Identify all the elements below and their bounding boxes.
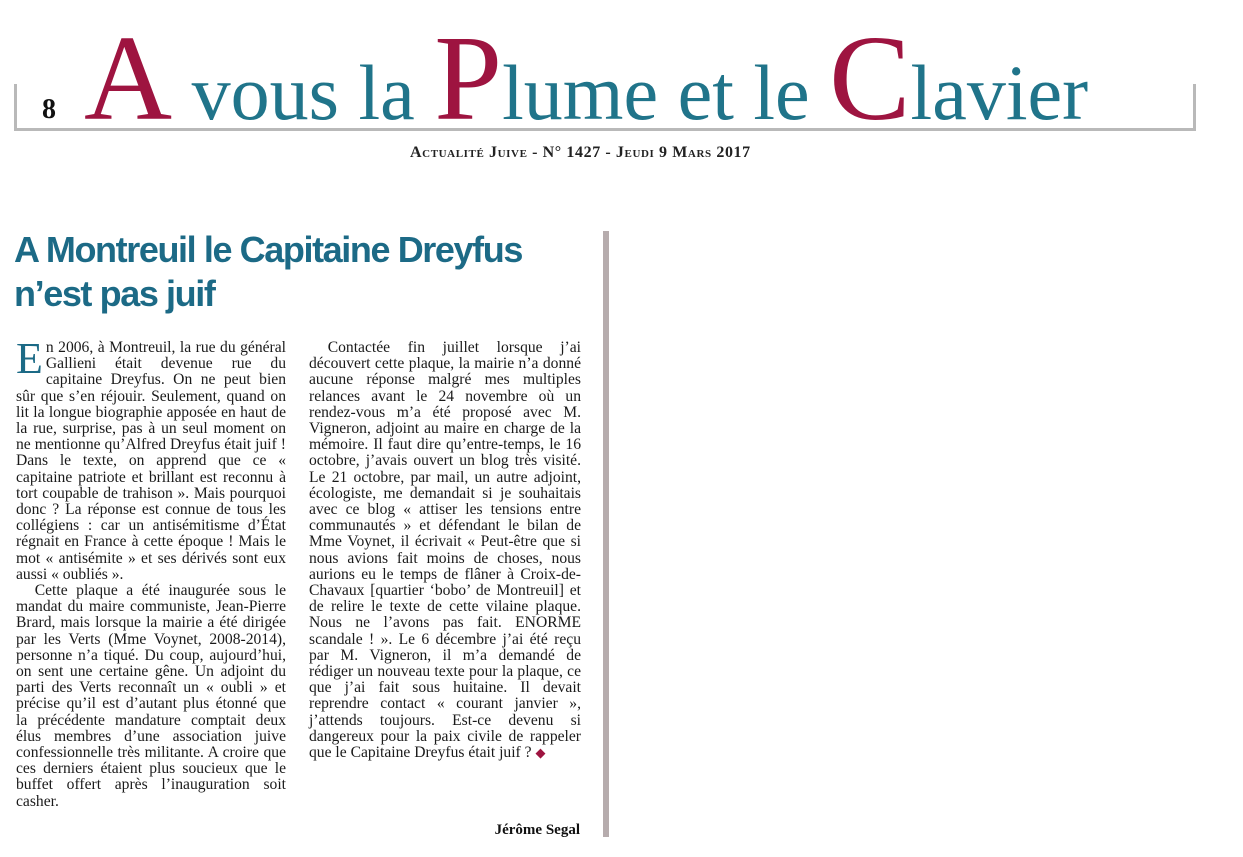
masthead-initial-a: A xyxy=(84,11,173,146)
article-headline xyxy=(14,228,584,316)
page-number: 8 xyxy=(42,94,56,125)
masthead-rule-right-tick xyxy=(1193,84,1196,131)
article-column-2 xyxy=(309,340,581,761)
paragraph xyxy=(16,334,286,583)
masthead-word-vous-la: vous la xyxy=(172,49,435,136)
author-signature: Jérôme Segal xyxy=(494,822,580,838)
masthead-initial-c: C xyxy=(829,11,911,146)
masthead-rule-left-tick xyxy=(14,84,17,131)
column-divider-bar xyxy=(603,231,609,837)
issue-line: Actualité Juive - N° 1427 - Jeudi 9 Mars 2017 xyxy=(410,144,751,161)
masthead-initial-p: P xyxy=(434,11,503,146)
drop-cap: E xyxy=(16,334,43,383)
headline-line-2: n’est pas juif xyxy=(14,273,215,314)
masthead-title xyxy=(84,11,1089,146)
masthead-word-lume-et-le: lume et le xyxy=(502,49,830,136)
end-mark-icon: ◆ xyxy=(535,745,546,761)
paragraph-text: n 2006, à Montreuil, la rue du général Gallieni était devenue rue du capitaine Dreyfus. On ne peut bien sûr que s’en réjouir. Seulement, quand on lit la longue biographie apposée en haut de la rue, surprise, pas à un seul moment on ne mentionne qu’Alfred Dreyfus était juif ! Dans le texte, on apprend que ce « capitaine patriote et brillant est reconnu à tort coupable de trahison ». Mais pourquoi donc ? La réponse est connue de tous les collégiens : car un antisémitisme d’État régnait en France à cette époque ! Mais le mot « antisémite » et ses dérivés sont eux aussi « oubliés ». xyxy=(16,339,286,583)
article-column-1 xyxy=(16,334,286,810)
paragraph: Cette plaque a été inaugurée sous le mandat du maire communiste, Jean-Pierre Brard, mais lorsque la mairie a été dirigée par les Verts (Mme Voynet, 2008-2014), personne n’a tiqué. Du coup, aujourd’hui, on sent une certaine gêne. Un adjoint du parti des Verts reconnaît un « oubli » et précise qu’il est d’autant plus étonné que la précédente mandature comptait deux élus membres d’une association juive confessionnelle très militante. A croire que ces derniers étaient plus soucieux que le buffet offert après l’inauguration soit casher. xyxy=(16,582,286,810)
headline-line-1: A Montreuil le Capitaine Dreyfus xyxy=(14,229,522,270)
paragraph xyxy=(309,340,581,761)
paragraph-text: Contactée fin juillet lorsque j’ai découvert cette plaque, la mairie n’a donné aucune réponse malgré mes multiples relances avant le 24 novembre où un rendez-vous m’a été proposé avec M. Vigneron, adjoint au maire en charge de la mémoire. Il faut dire qu’entre-temps, le 16 octobre, j’avais ouvert un blog très visité. Le 21 octobre, par mail, un autre adjoint, écologiste, me demandait si je souhaitais avec ce blog « attiser les tensions entre communautés » et défendant le bilan de Mme Voynet, il écrivait « Peut-être que si nous avions fait moins de choses, nous aurions eu le temps de flâner à Croix-de-Chavaux [quartier ‘bobo’ de Montreuil] et de relire le texte de cette vilaine plaque. Nous ne l’avons pas fait. ENORME scandale ! ». Le 6 décembre j’ai été reçu par M. Vigneron, il m’a demandé de rédiger un nouveau texte pour la plaque, ce que j’ai fait sous huitaine. Il devait reprendre contact « courant janvier », j’attends toujours. Est-ce devenu si dangereux pour la paix civile de rappeler que le Capitaine Dreyfus était juif ? xyxy=(309,339,581,762)
masthead-word-lavier: lavier xyxy=(910,49,1089,136)
